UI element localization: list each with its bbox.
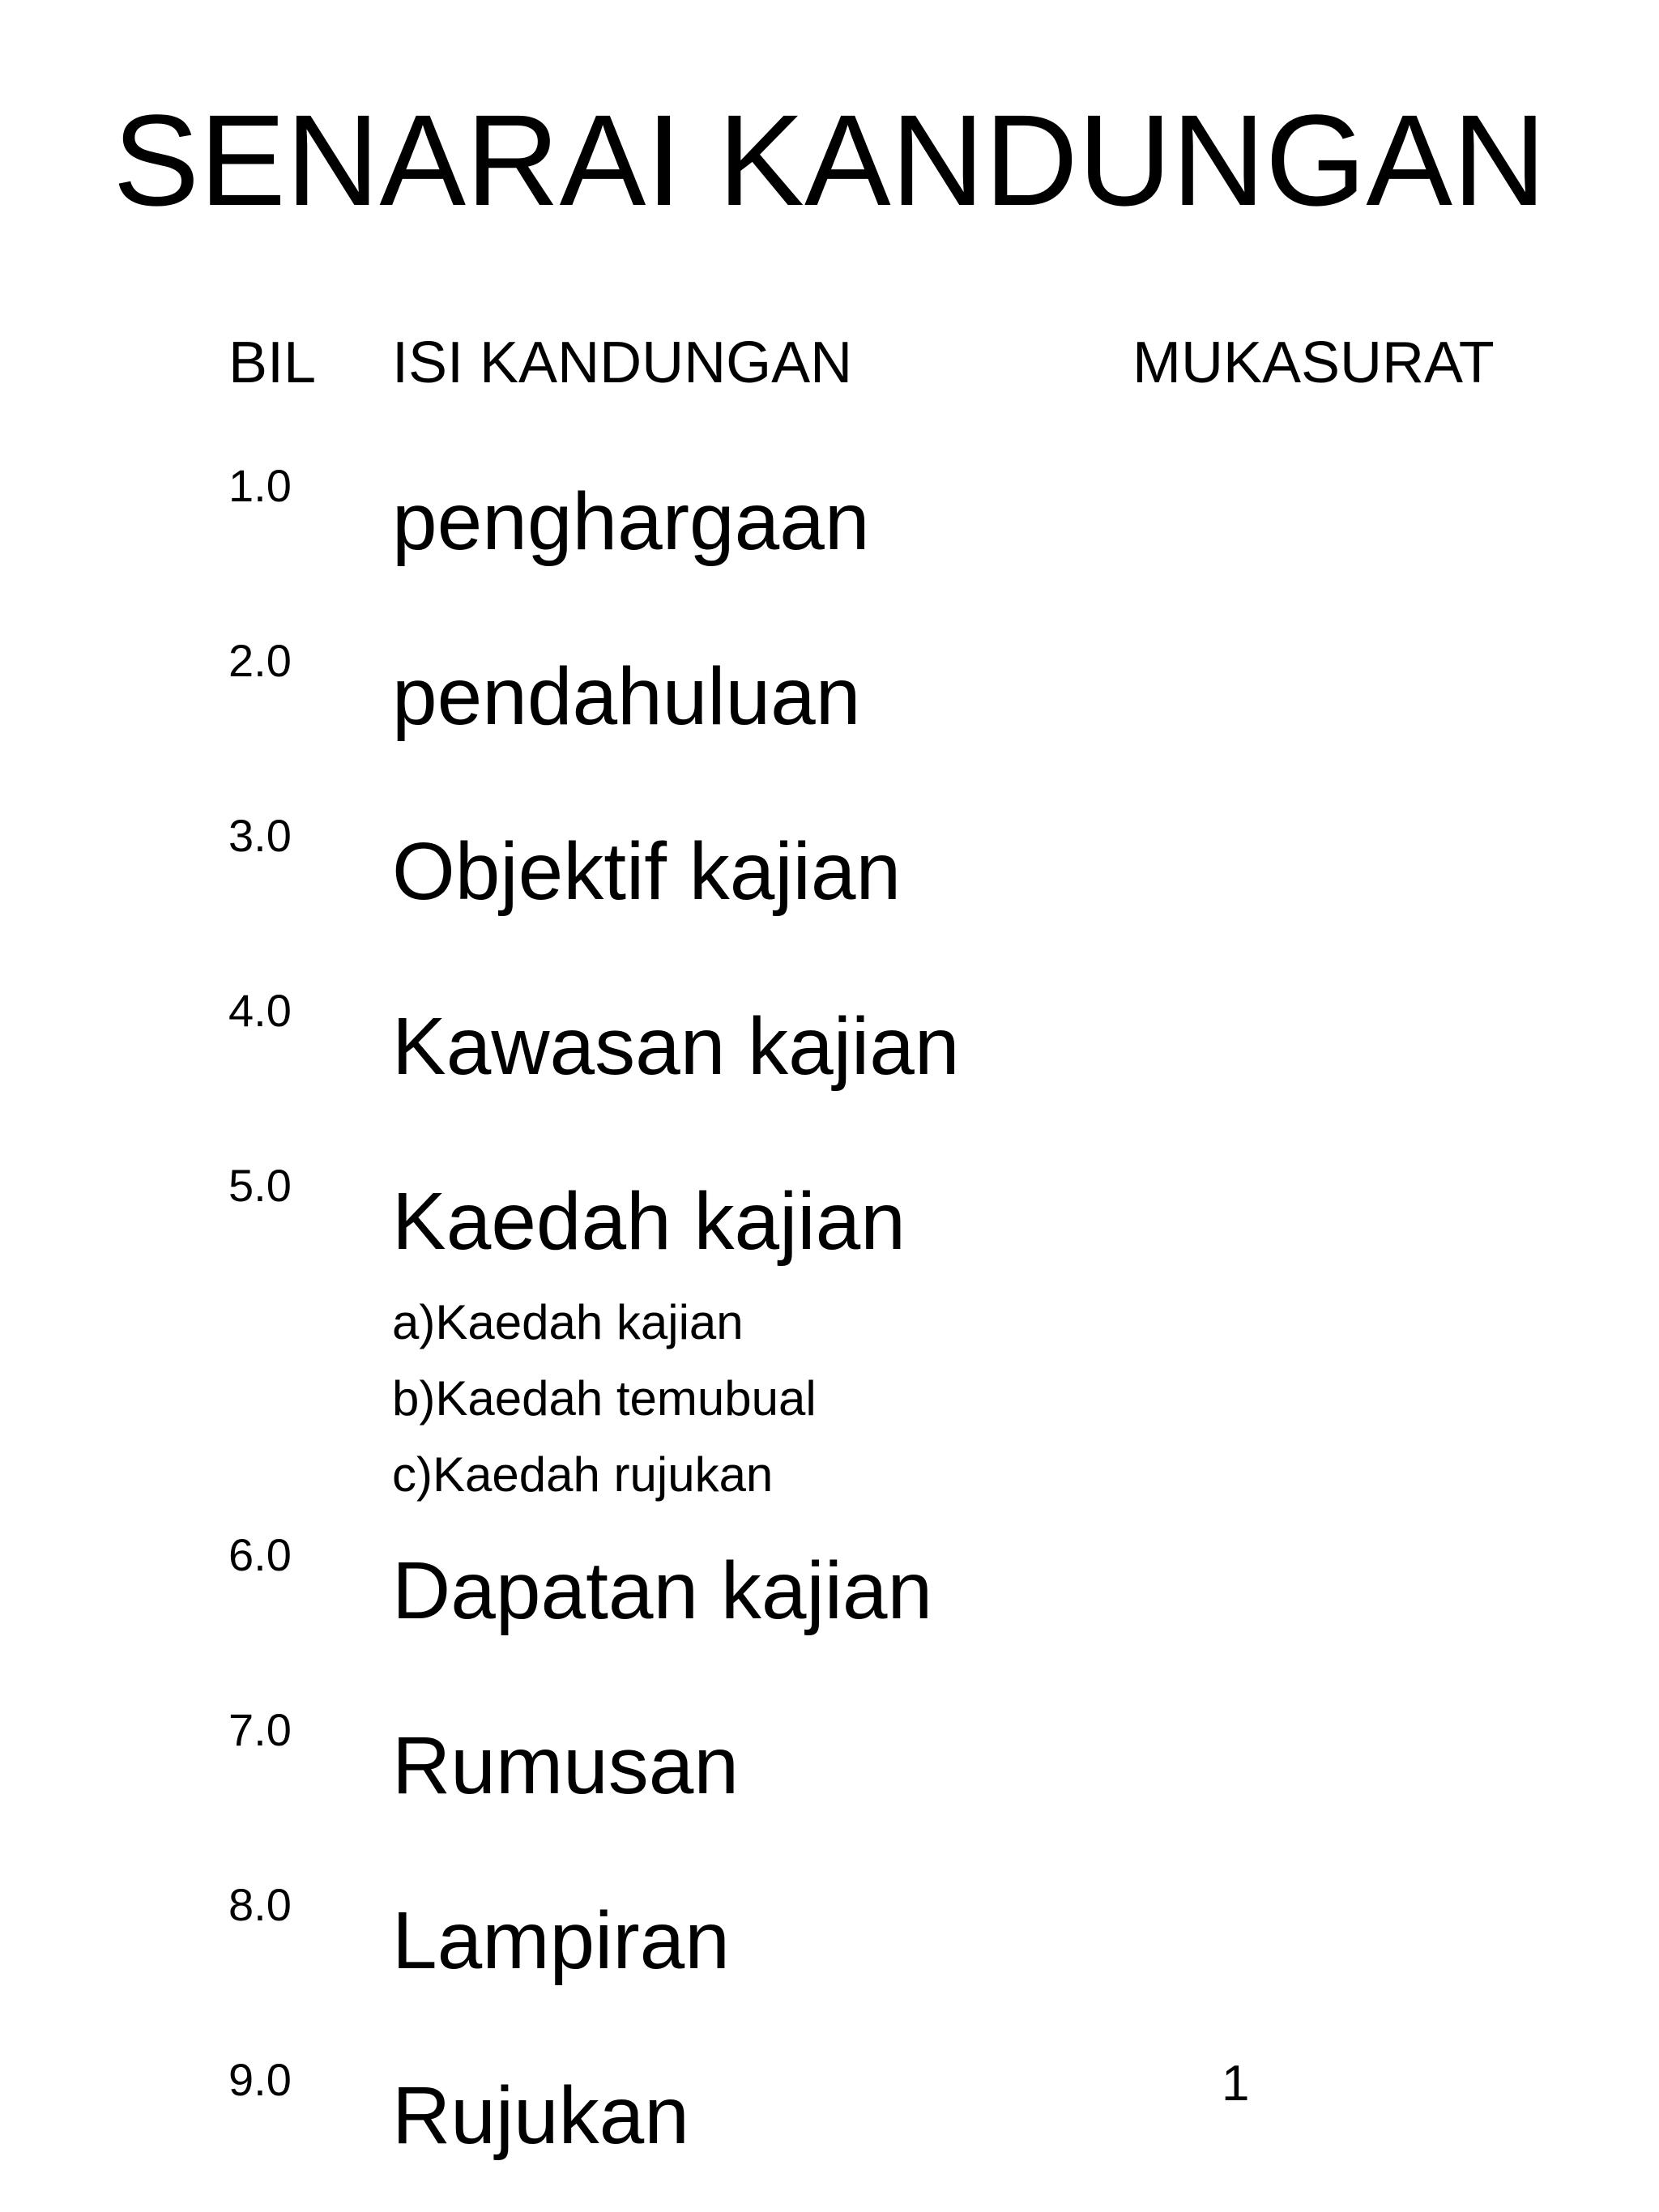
entry-number: 1.0 xyxy=(228,460,292,511)
entry-number: 8.0 xyxy=(228,1879,292,1930)
entry-number: 4.0 xyxy=(228,985,292,1036)
page-title: SENARAI KANDUNGAN xyxy=(113,87,1546,232)
entry-label: Objektif kajian xyxy=(392,826,902,917)
entry-label: Kaedah kajian xyxy=(392,1176,906,1267)
entry-label: Dapatan kajian xyxy=(392,1545,933,1636)
entry-number: 7.0 xyxy=(228,1704,292,1755)
sub-entry: b)Kaedah temubual xyxy=(392,1371,817,1426)
entry-label: penghargaan xyxy=(392,476,870,567)
column-header-mukasurat: MUKASURAT xyxy=(1132,330,1495,395)
entry-number: 9.0 xyxy=(228,2054,292,2105)
entry-number: 6.0 xyxy=(228,1529,292,1580)
column-header-bil: BIL xyxy=(228,330,317,395)
page-number: 1 xyxy=(1222,2056,1250,2112)
sub-entry: a)Kaedah kajian xyxy=(392,1295,744,1349)
entry-label: Rumusan xyxy=(392,1720,739,1811)
column-header-isi-kandungan: ISI KANDUNGAN xyxy=(392,330,853,395)
entry-label: Rujukan xyxy=(392,2070,689,2161)
entry-label: pendahuluan xyxy=(392,651,861,742)
entry-number: 5.0 xyxy=(228,1160,292,1211)
entry-number: 3.0 xyxy=(228,810,292,861)
entry-number: 2.0 xyxy=(228,635,292,686)
entry-label: Lampiran xyxy=(392,1895,730,1986)
sub-entry: c)Kaedah rujukan xyxy=(392,1447,774,1502)
sub-entry-list xyxy=(392,1285,817,1513)
entry-label: Kawasan kajian xyxy=(392,1001,960,1092)
